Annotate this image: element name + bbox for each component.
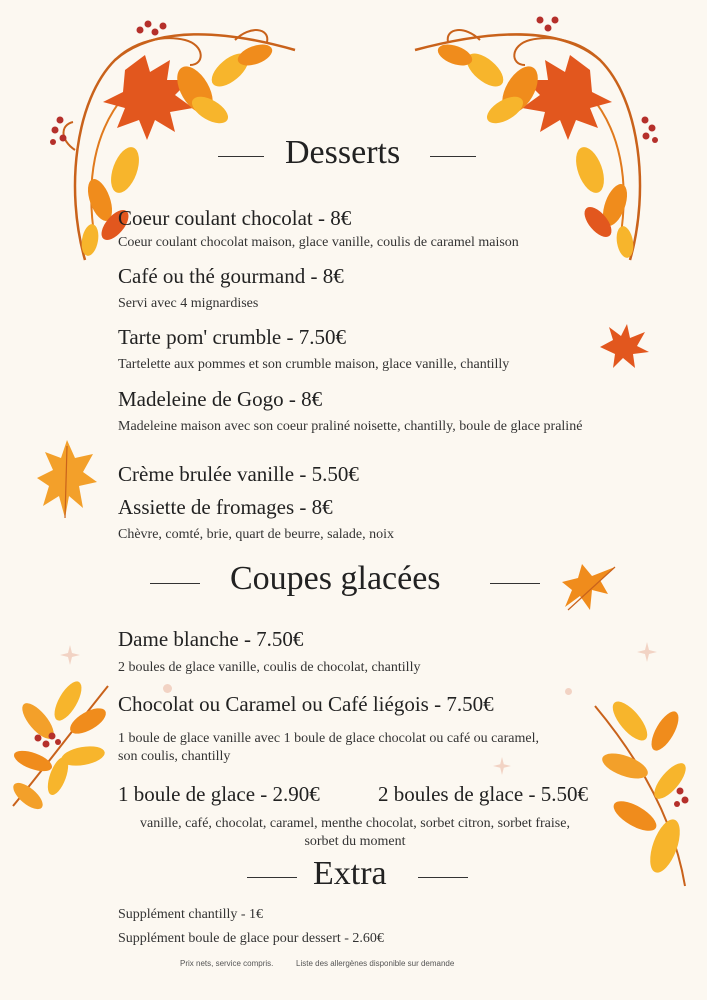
menu-item-desc: Coeur coulant chocolat maison, glace vanille, coulis de caramel maison <box>118 235 519 250</box>
menu-item-name: Tarte pom' crumble - 7.50€ <box>118 325 346 349</box>
title-rule-right <box>418 877 468 878</box>
maple-leaf-icon <box>595 322 650 372</box>
menu-item-desc: Tartelette aux pommes et son crumble maison, glace vanille, chantilly <box>118 357 510 372</box>
menu-item-name: Café ou thé gourmand - 8€ <box>118 264 344 288</box>
scoop-one-price: 1 boule de glace - 2.90€ <box>118 782 320 806</box>
menu-item-desc: Servi avec 4 mignardises <box>118 296 259 311</box>
title-rule-left <box>247 877 297 878</box>
extra-item: Supplément chantilly - 1€ <box>118 907 264 922</box>
sparkle-icon <box>637 642 657 662</box>
menu-item-desc: 2 boules de glace vanille, coulis de chocolat, chantilly <box>118 660 421 675</box>
menu-item-name: Coeur coulant chocolat - 8€ <box>118 206 352 230</box>
title-rule-right <box>430 156 476 157</box>
extra-item: Supplément boule de glace pour dessert - 2.60€ <box>118 931 384 946</box>
scoop-two-price: 2 boules de glace - 5.50€ <box>378 782 588 806</box>
menu-item-name: Dame blanche - 7.50€ <box>118 627 304 651</box>
menu-item-desc: Chèvre, comté, brie, quart de beurre, salade, noix <box>118 527 395 542</box>
autumn-leaf-icon <box>560 562 620 617</box>
autumn-leaf-icon <box>35 438 100 523</box>
title-rule-left <box>150 583 200 584</box>
footer-allergens-note: Liste des allergènes disponible sur demande <box>296 959 455 968</box>
menu-item-name: Chocolat ou Caramel ou Café liégois - 7.50€ <box>118 692 494 716</box>
maple-leaf-icon <box>103 55 193 140</box>
menu-item-name: Madeleine de Gogo - 8€ <box>118 387 323 411</box>
title-rule-left <box>218 156 264 157</box>
section-title-desserts: Desserts <box>285 134 401 171</box>
title-rule-right <box>490 583 540 584</box>
menu-item-name: Crème brulée vanille - 5.50€ <box>118 462 359 486</box>
sparkle-icon <box>60 645 80 665</box>
sparkle-dot <box>565 688 572 695</box>
menu-item-desc: 1 boule de glace vanille avec 1 boule de glace chocolat ou café ou caramel, son coulis, chantilly <box>118 731 539 764</box>
menu-item-name: Assiette de fromages - 8€ <box>118 495 333 519</box>
section-title-extra: Extra <box>313 855 387 892</box>
menu-item-desc: Madeleine maison avec son coeur praliné noisette, chantilly, boule de glace praliné <box>118 419 583 434</box>
maple-leaf-icon <box>522 55 612 140</box>
section-title-coupes: Coupes glacées <box>230 560 441 597</box>
footer-prices-note: Prix nets, service compris. <box>180 959 274 968</box>
scoop-flavours: vanille, café, chocolat, caramel, menthe chocolat, sorbet citron, sorbet fraise, sorbet du moment <box>140 816 570 849</box>
autumn-branch-right <box>585 696 695 896</box>
berry-branch-icon <box>674 788 689 808</box>
autumn-branch-left <box>8 676 118 816</box>
